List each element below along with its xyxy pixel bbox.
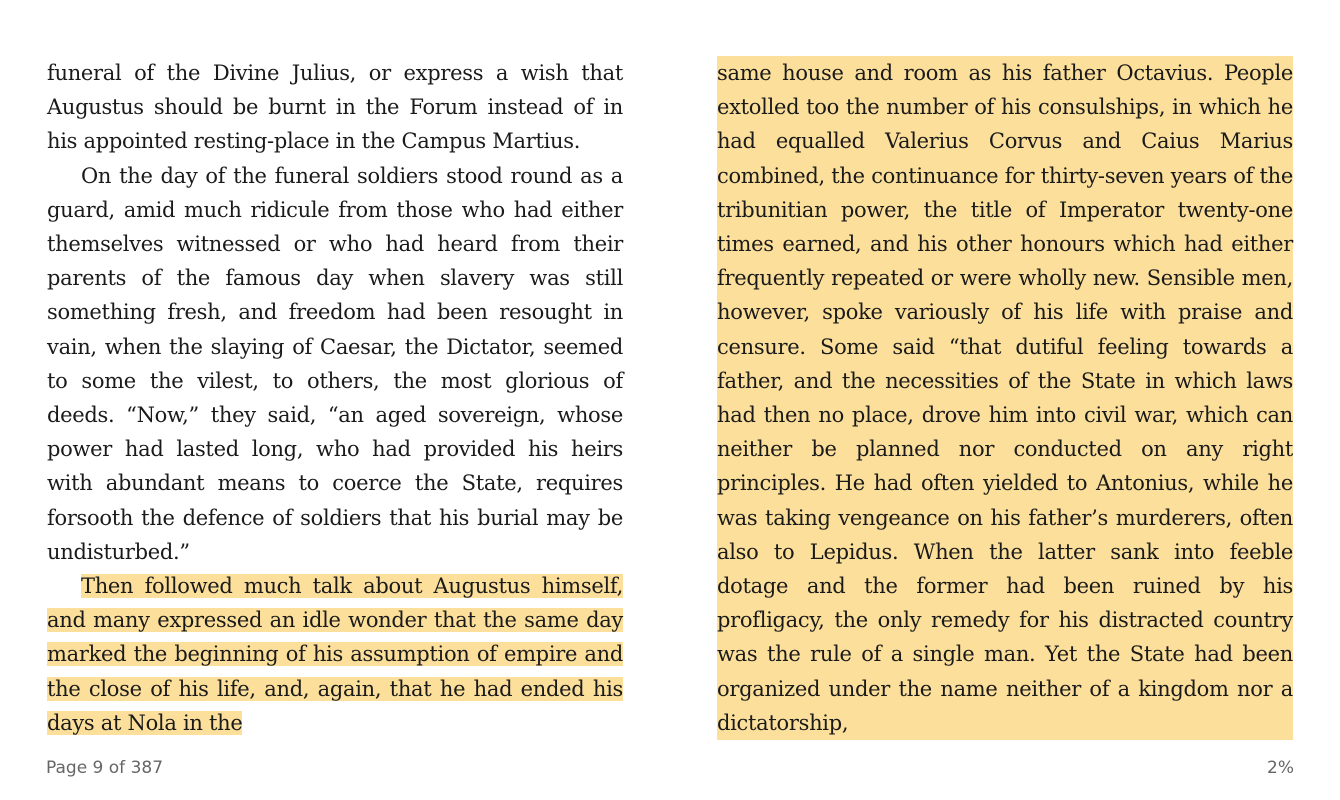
paragraph[interactable]	[47, 159, 623, 569]
progress-percentage: 2%	[1267, 758, 1294, 778]
paragraph-text: On the day of the funeral soldiers stood round as a guard, amid much ridicule from those who had either themselves witnessed or who had heard from their parents of the famous day when slavery was still something fresh, and freedom had been resought in vain, when the slaying of Caesar, the Dictator, seemed to some the vilest, to others, the most glorious of deeds. “Now,” they said, “an aged sovereign, whose power had lasted long, who had provided his heirs with abundant means to coerce the State, requires forsooth the defence of soldiers that his burial may be undisturbed.”	[47, 163, 623, 564]
paragraph[interactable]	[47, 56, 623, 159]
page-indicator: Page 9 of 387	[46, 758, 164, 778]
highlight-text[interactable]: Then followed much talk about Augustus himself, and many expressed an idle wonder that the same day marked the beginning of his assumption of empire and the close of his life, and, again, that he had ended his days at Nola in the	[47, 574, 623, 735]
paragraph-text: funeral of the Divine Julius, or express a wish that Augustus should be burnt in the Forum instead of in his appointed resting-place in the Campus Martius.	[47, 61, 623, 154]
highlight-text[interactable]: same house and room as his father Octavius. People extolled too the number of his consulships, in which he had equalled Valerius Corvus and Caius Marius combined, the continuance for thirty-seven years of the tribunitian power, the title of Imperator twenty-one times earned, and his other honours which had either frequently repeated or were wholly new. Sensible men, however, spoke variously of his life with praise and censure. Some said “that dutiful feeling towards a father, and the necessities of the State in which laws had then no place, drove him into civil war, which can neither be planned nor conducted on any right principles. He had often yielded to Antonius, while he was taking vengeance on his father’s murderers, often also to Lepidus. When the latter sank into feeble dotage and the former had been ruined by his profligacy, the only remedy for his distracted country was the rule of a single man. Yet the State had been organized under the name neither of a kingdom nor a dictatorship,	[717, 61, 1293, 735]
left-page[interactable]	[47, 56, 623, 740]
right-page[interactable]	[717, 56, 1293, 740]
highlighted-paragraph[interactable]	[47, 569, 623, 740]
highlighted-paragraph[interactable]	[717, 56, 1293, 740]
